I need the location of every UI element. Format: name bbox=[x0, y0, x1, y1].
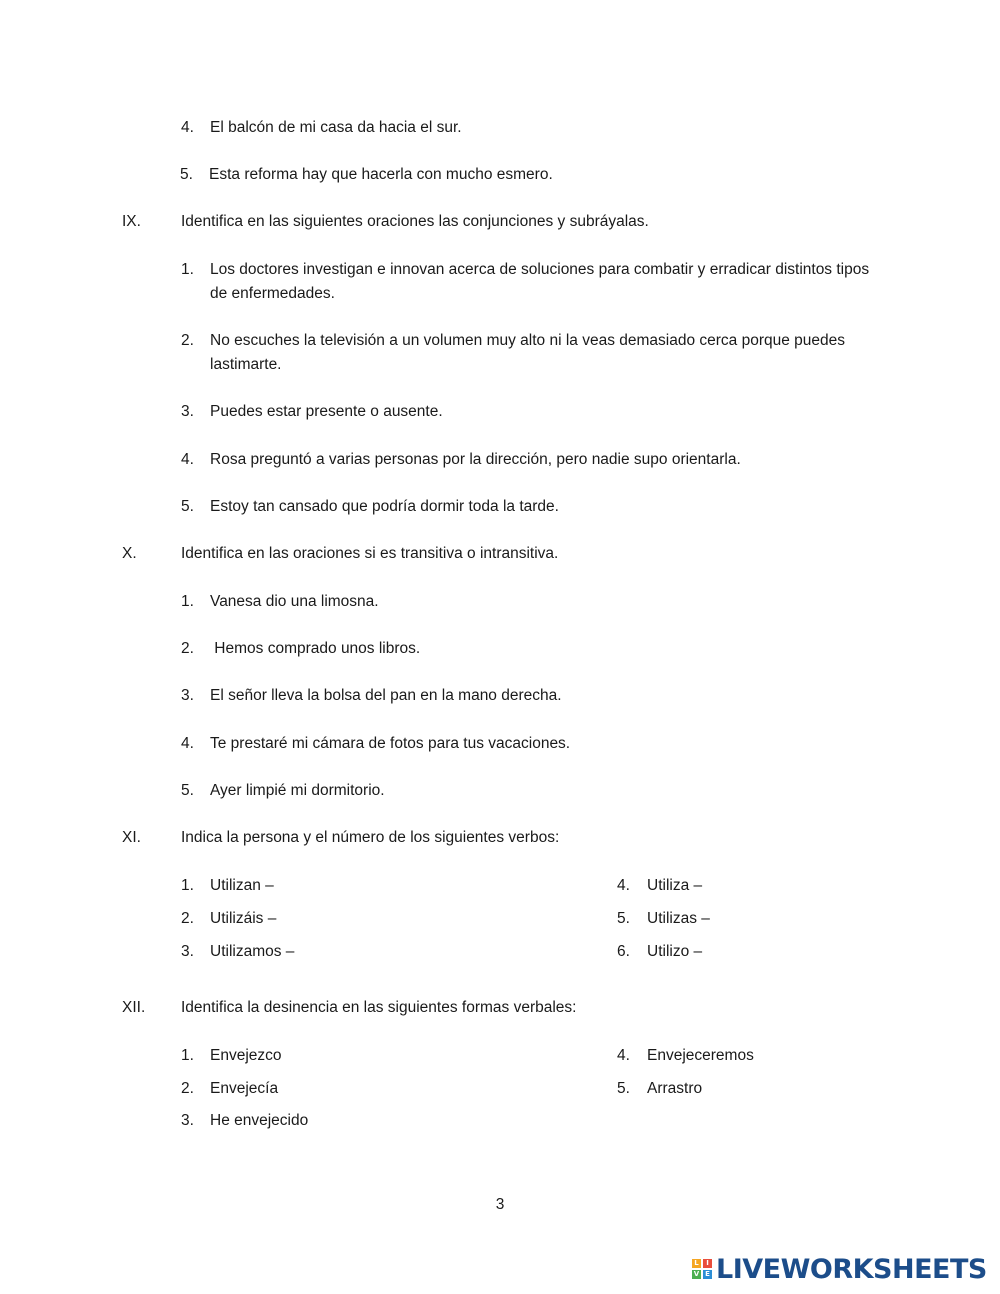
logo-block: I bbox=[703, 1259, 712, 1268]
list-item: Hemos comprado unos libros. bbox=[210, 640, 421, 657]
logo-text: LIVEWORKSHEETS bbox=[716, 1253, 987, 1285]
list-item: Puedes estar presente o ausente. bbox=[210, 403, 443, 420]
list-item: Utiliza – bbox=[647, 877, 703, 894]
list-item: Los doctores investigan e innovan acerca de soluciones para combatir y erradicar distintos tipos de enfermedades. bbox=[210, 261, 870, 302]
list-number: 5. bbox=[181, 782, 194, 799]
section-number: XI. bbox=[122, 829, 141, 846]
list-item: Arrastro bbox=[647, 1080, 703, 1097]
list-number: 2. bbox=[181, 332, 194, 349]
list-item: Utilizan – bbox=[210, 877, 274, 894]
list-number: 3. bbox=[181, 403, 194, 420]
section-number: X. bbox=[122, 545, 137, 562]
list-number: 2. bbox=[181, 910, 194, 927]
list-item: Utilizas – bbox=[647, 910, 710, 927]
list-item: Envejeceremos bbox=[647, 1047, 754, 1064]
list-item: Envejezco bbox=[210, 1047, 282, 1064]
list-item: Vanesa dio una limosna. bbox=[210, 593, 379, 610]
list-number: 1. bbox=[181, 877, 194, 894]
list-number: 4. bbox=[181, 119, 194, 136]
section-number: IX. bbox=[122, 213, 141, 230]
list-number: 4. bbox=[617, 877, 630, 894]
list-number: 5. bbox=[617, 910, 630, 927]
section-number: XII. bbox=[122, 999, 146, 1016]
list-number: 5. bbox=[181, 498, 194, 515]
list-number: 1. bbox=[181, 593, 194, 610]
list-item: Utilizo – bbox=[647, 943, 703, 960]
list-number: 3. bbox=[181, 1112, 194, 1129]
list-item: Te prestaré mi cámara de fotos para tus vacaciones. bbox=[210, 735, 571, 752]
list-item: Ayer limpié mi dormitorio. bbox=[210, 782, 385, 799]
list-item: He envejecido bbox=[210, 1112, 309, 1129]
list-number: 4. bbox=[181, 735, 194, 752]
list-item: No escuches la televisión a un volumen muy alto ni la veas demasiado cerca porque puedes lastimarte. bbox=[210, 332, 846, 373]
list-number: 2. bbox=[181, 640, 194, 657]
list-item: Estoy tan cansado que podría dormir toda la tarde. bbox=[210, 498, 559, 515]
list-number: 5. bbox=[180, 166, 193, 183]
logo-block: L bbox=[692, 1259, 701, 1268]
list-item: Rosa preguntó a varias personas por la dirección, pero nadie supo orientarla. bbox=[210, 451, 741, 468]
logo-block: E bbox=[703, 1270, 712, 1279]
list-item: Esta reforma hay que hacerla con mucho esmero. bbox=[209, 166, 553, 183]
list-number: 3. bbox=[181, 687, 194, 704]
list-number: 3. bbox=[181, 943, 194, 960]
logo-blocks-icon bbox=[692, 1259, 712, 1279]
section-title: Identifica en las oraciones si es transitiva o intransitiva. bbox=[181, 545, 559, 562]
list-item: Utilizamos – bbox=[210, 943, 295, 960]
section-title: Indica la persona y el número de los siguientes verbos: bbox=[181, 829, 560, 846]
liveworksheets-logo bbox=[692, 1252, 987, 1286]
list-item: El balcón de mi casa da hacia el sur. bbox=[210, 119, 462, 136]
list-number: 1. bbox=[181, 1047, 194, 1064]
section-title: Identifica en las siguientes oraciones las conjunciones y subráyalas. bbox=[181, 213, 649, 230]
list-number: 5. bbox=[617, 1080, 630, 1097]
list-item: Envejecía bbox=[210, 1080, 279, 1097]
list-item: El señor lleva la bolsa del pan en la mano derecha. bbox=[210, 687, 562, 704]
page-number: 3 bbox=[495, 1196, 505, 1213]
logo-block: V bbox=[693, 1270, 700, 1278]
section-title: Identifica la desinencia en las siguientes formas verbales: bbox=[181, 999, 577, 1016]
list-number: 1. bbox=[181, 261, 194, 278]
list-number: 6. bbox=[617, 943, 630, 960]
list-item: Utilizáis – bbox=[210, 910, 277, 927]
list-number: 4. bbox=[181, 451, 194, 468]
list-number: 2. bbox=[181, 1080, 194, 1097]
list-number: 4. bbox=[617, 1047, 630, 1064]
